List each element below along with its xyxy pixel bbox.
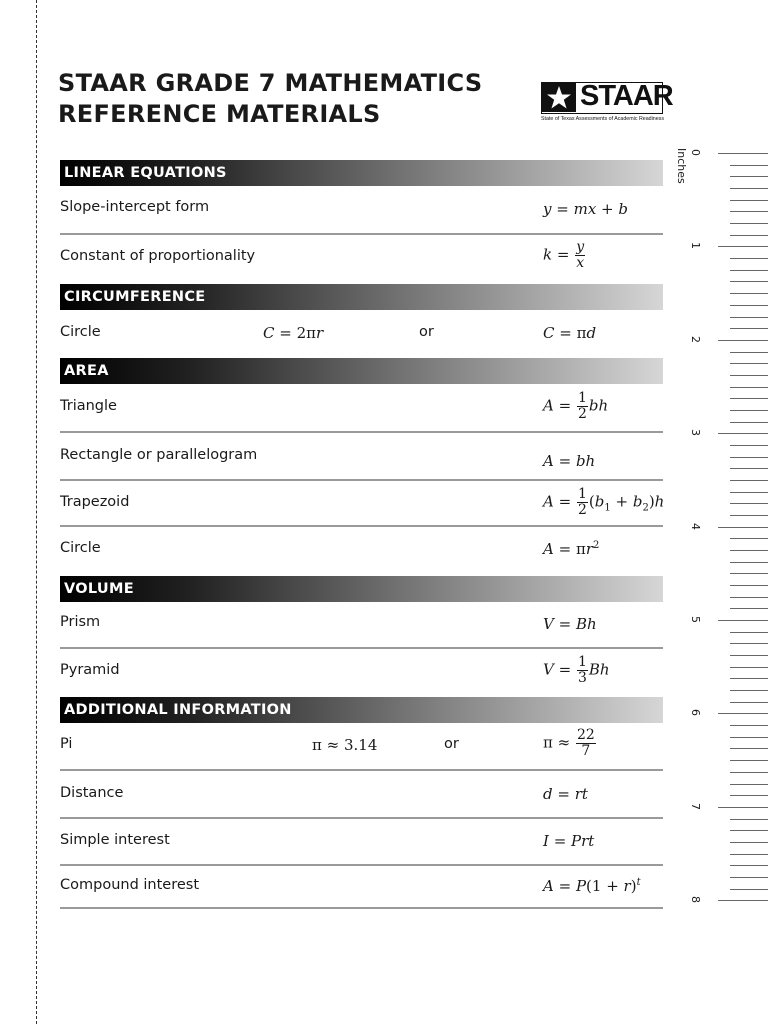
ruler-tick [730, 398, 768, 399]
row-label-trapezoid: Trapezoid [60, 494, 130, 510]
ruler-tick [730, 678, 768, 679]
formula-compound-interest: $A = P(1 + r)^t$ [543, 877, 641, 895]
pi-approx-value: 3.14 [343, 736, 378, 754]
row-divider [60, 525, 663, 527]
ruler-tick [730, 655, 768, 656]
inch-ruler [668, 140, 768, 910]
ruler-number: 5 [689, 616, 702, 623]
ruler-tick [730, 293, 768, 294]
ruler-tick [730, 889, 768, 890]
section-area: AREA [60, 358, 663, 384]
formula-slope-intercept: y = mx + b [543, 200, 628, 218]
ruler-tick [730, 211, 768, 212]
ruler-tick [730, 235, 768, 236]
ruler-tick [730, 480, 768, 481]
ruler-tick [730, 573, 768, 574]
ruler-number: 3 [689, 429, 702, 437]
row-divider [60, 431, 663, 433]
ruler-tick [730, 200, 768, 201]
ruler-tick [730, 188, 768, 189]
ruler-number: 7 [689, 802, 702, 810]
ruler-tick [730, 760, 768, 761]
ruler-tick [718, 713, 768, 714]
page-title [58, 68, 482, 130]
ruler-tick [718, 620, 768, 621]
formula-triangle: A = $\frac{1}{2}$ bh [543, 390, 609, 422]
ruler-tick [730, 457, 768, 458]
row-label-rect-para: Rectangle or parallelogram [60, 447, 258, 463]
ruler-tick [730, 854, 768, 855]
row-label-proportionality: Constant of proportionality [60, 248, 256, 264]
ruler-tick [730, 562, 768, 563]
ruler-tick [730, 305, 768, 306]
ruler-tick [730, 538, 768, 539]
ruler-tick [730, 492, 768, 493]
ruler-tick [730, 702, 768, 703]
ruler-tick [730, 317, 768, 318]
ruler-tick [730, 363, 768, 364]
ruler-tick [730, 585, 768, 586]
ruler-tick [730, 515, 768, 516]
title-line-1: STAAR GRADE 7 MATHEMATICS [58, 69, 483, 97]
ruler-tick [718, 246, 768, 247]
ruler-tick [730, 748, 768, 749]
ruler-number: 2 [689, 335, 702, 343]
formula-circumference-diameter: C = πd [543, 324, 597, 342]
formula-distance: d = rt [543, 785, 588, 803]
formula-trapezoid: A = $\frac{1}{2}$ $(b_1 + b_2)h$ [543, 486, 665, 518]
row-label-distance: Distance [60, 785, 124, 801]
row-divider [60, 479, 663, 481]
ruler-tick [730, 632, 768, 633]
ruler-tick [730, 737, 768, 738]
ruler-tick [730, 795, 768, 796]
formula-pyramid: V = $\frac{1}{3}$ Bh [543, 654, 610, 686]
logo-subtitle: State of Texas Assessments of Academic Readiness [541, 116, 664, 122]
staar-logo [541, 80, 673, 128]
ruler-tick [730, 503, 768, 504]
row-label-compound-interest: Compound interest [60, 877, 200, 893]
title-line-2: REFERENCE MATERIALS [58, 100, 381, 128]
row-label-pyramid: Pyramid [60, 662, 120, 678]
row-label-pi: Pi [60, 736, 73, 752]
row-label-circumference-circle: Circle [60, 324, 101, 340]
formula-proportionality: k = $\frac{y}{x}$ [543, 239, 585, 271]
ruler-tick [730, 165, 768, 166]
ruler-tick [730, 387, 768, 388]
row-label-triangle: Triangle [60, 398, 117, 414]
ruler-tick [730, 270, 768, 271]
ruler-tick [730, 819, 768, 820]
row-label-area-circle: Circle [60, 540, 101, 556]
formula-prism: V = Bh [543, 615, 597, 633]
section-additional-information: ADDITIONAL INFORMATION [60, 697, 663, 723]
ruler-number: 6 [689, 709, 702, 717]
ruler-tick [718, 527, 768, 528]
ruler-number: 8 [689, 896, 702, 904]
ruler-tick [718, 900, 768, 901]
pi-or: or [444, 736, 459, 752]
ruler-number: 1 [689, 242, 702, 250]
row-label-prism: Prism [60, 614, 101, 630]
ruler-tick [730, 352, 768, 353]
ruler-tick [730, 690, 768, 691]
ruler-tick [730, 877, 768, 878]
ruler-tick [730, 725, 768, 726]
ruler-tick [730, 445, 768, 446]
row-divider [60, 864, 663, 866]
row-divider [60, 907, 663, 909]
row-divider [60, 647, 663, 649]
logo-word: STAAR [580, 80, 673, 112]
ruler-tick [718, 340, 768, 341]
ruler-number: 0 [689, 149, 702, 156]
section-volume: VOLUME [60, 576, 663, 602]
ruler-unit-label: Inches [675, 148, 688, 184]
ruler-tick [730, 597, 768, 598]
ruler-tick [730, 784, 768, 785]
row-label-slope-intercept: Slope-intercept form [60, 199, 210, 215]
ruler-tick [730, 608, 768, 609]
formula-rect-para: A = bh [543, 452, 596, 470]
ruler-number: 4 [689, 522, 702, 530]
ruler-tick [730, 422, 768, 423]
ruler-tick [730, 667, 768, 668]
ruler-tick [718, 433, 768, 434]
row-divider [60, 769, 663, 771]
ruler-tick [730, 223, 768, 224]
ruler-tick [730, 842, 768, 843]
circumference-or: or [419, 324, 434, 340]
row-label-simple-interest: Simple interest [60, 832, 170, 848]
logo-frame [541, 80, 673, 114]
ruler-tick [730, 375, 768, 376]
formula-pi-decimal: π ≈ 3.14 [312, 736, 378, 754]
ruler-tick [730, 328, 768, 329]
logo-star-block [542, 83, 576, 112]
ruler-tick [730, 176, 768, 177]
star-icon [546, 85, 572, 110]
ruler-tick [718, 807, 768, 808]
row-divider [60, 817, 663, 819]
formula-simple-interest: I = Prt [543, 832, 595, 850]
ruler-tick [730, 865, 768, 866]
formula-circumference-radius: C = 2πr [263, 324, 324, 342]
ruler-tick [730, 258, 768, 259]
ruler-tick [730, 550, 768, 551]
section-circumference: CIRCUMFERENCE [60, 284, 663, 310]
ruler-tick [730, 772, 768, 773]
ruler-tick [730, 410, 768, 411]
cut-line [36, 0, 37, 1024]
ruler-tick [730, 643, 768, 644]
ruler-tick [730, 468, 768, 469]
formula-pi-fraction: π ≈ $\frac{22}{7}$ [543, 727, 595, 759]
ruler-tick [718, 153, 768, 154]
ruler-tick [730, 281, 768, 282]
formula-area-circle: $A = \pi r^2$ [543, 540, 600, 558]
row-divider [60, 233, 663, 235]
section-linear-equations: LINEAR EQUATIONS [60, 160, 663, 186]
ruler-tick [730, 830, 768, 831]
